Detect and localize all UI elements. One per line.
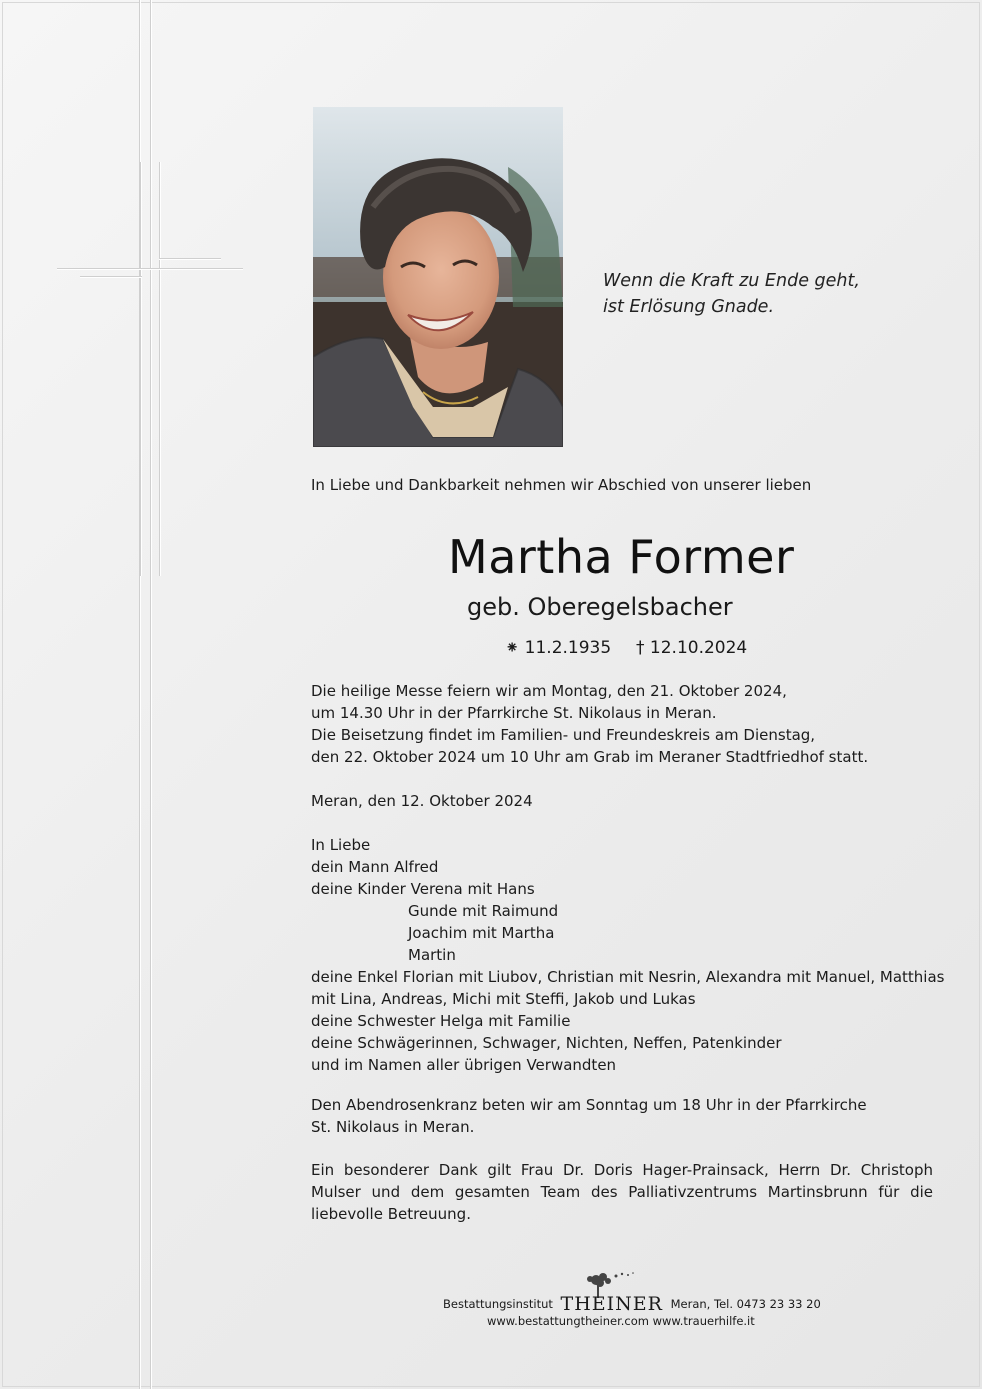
quote-line-2: ist Erlösung Gnade. — [603, 297, 775, 317]
death-date: 12.10.2024 — [649, 638, 748, 658]
service-line: den 22. Oktober 2024 um 10 Uhr am Grab im Meraner Stadtfriedhof statt. — [311, 748, 869, 766]
birth-date: 11.2.1935 — [524, 638, 612, 658]
birth-star-icon: ⁕ — [505, 638, 520, 658]
death-cross-icon: † — [636, 638, 645, 658]
mourner-line: Gunde mit Raimund — [408, 902, 559, 920]
deceased-name: Martha Former — [448, 530, 795, 584]
mourner-line: deine Kinder Verena mit Hans — [311, 880, 535, 898]
mourner-line: und im Namen aller übrigen Verwandten — [311, 1056, 617, 1074]
mourner-line: deine Schwester Helga mit Familie — [311, 1012, 571, 1030]
decor-line-right — [150, 0, 151, 1389]
rosary-line: St. Nikolaus in Meran. — [311, 1118, 475, 1136]
life-dates — [505, 636, 747, 660]
mourner-line: Martin — [408, 946, 456, 964]
footer-company — [443, 1293, 821, 1315]
rosary-info — [311, 1094, 867, 1138]
place-date: Meran, den 12. Oktober 2024 — [311, 792, 533, 810]
mourner-line: In Liebe — [311, 836, 371, 854]
portrait-photo — [313, 107, 563, 447]
mourner-line: deine Schwägerinnen, Schwager, Nichten, Neffen, Patenkinder — [311, 1034, 782, 1052]
rosary-line: Den Abendrosenkranz beten wir am Sonntag um 18 Uhr in der Pfarrkirche — [311, 1096, 867, 1114]
intro-text: In Liebe und Dankbarkeit nehmen wir Abschied von unserer lieben — [311, 476, 812, 494]
service-line: Die Beisetzung findet im Familien- und Freundeskreis am Dienstag, — [311, 726, 816, 744]
quote-line-1: Wenn die Kraft zu Ende geht, — [603, 271, 860, 291]
service-line: Die heilige Messe feiern wir am Montag, den 21. Oktober 2024, — [311, 682, 787, 700]
footer-contact: Meran, Tel. 0473 23 33 20 — [670, 1297, 821, 1311]
mourner-line: mit Lina, Andreas, Michi mit Steffi, Jakob und Lukas — [311, 990, 696, 1008]
maiden-name: geb. Oberegelsbacher — [467, 593, 733, 621]
service-info — [311, 680, 868, 768]
footer-brand: THEINER — [560, 1293, 663, 1315]
service-line: um 14.30 Uhr in der Pfarrkirche St. Nikolaus in Meran. — [311, 704, 717, 722]
mourner-line: deine Enkel Florian mit Liubov, Christian mit Nesrin, Alexandra mit Manuel, Matthias — [311, 968, 945, 986]
mourner-line: dein Mann Alfred — [311, 858, 439, 876]
mourners-list — [311, 834, 945, 1076]
footer-prefix: Bestattungsinstitut — [443, 1297, 553, 1311]
footer-websites: www.bestattungtheiner.com www.trauerhilfe.it — [487, 1314, 755, 1328]
thanks-text: Ein besonderer Dank gilt Frau Dr. Doris Hager-Prainsack, Herrn Dr. Christoph Mulser und dem gesamten Team des Palliativzentrums Martinsbrunn für die liebevolle Betreuung. — [311, 1161, 933, 1223]
memorial-quote — [603, 268, 860, 320]
mourner-line: Joachim mit Martha — [408, 924, 555, 942]
